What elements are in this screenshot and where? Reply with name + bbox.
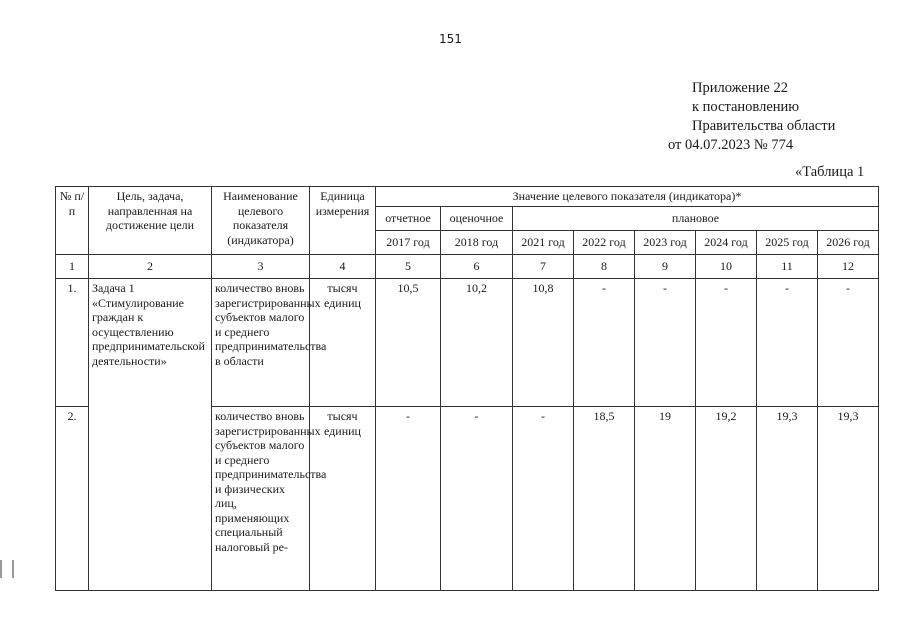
row-value: - bbox=[818, 279, 879, 407]
appendix-line-4: от 04.07.2023 № 774 bbox=[668, 137, 794, 153]
appendix-line-1: Приложение 22 bbox=[692, 80, 788, 96]
column-number: 7 bbox=[513, 255, 574, 279]
header-reported: отчетное bbox=[376, 207, 441, 231]
column-number: 5 bbox=[376, 255, 441, 279]
appendix-header bbox=[668, 79, 835, 155]
row-value: 10,5 bbox=[376, 279, 441, 407]
row-unit: тысяч единиц bbox=[310, 407, 376, 591]
column-number: 4 bbox=[310, 255, 376, 279]
row-value: - bbox=[441, 407, 513, 591]
header-year: 2017 год bbox=[376, 231, 441, 255]
row-value: - bbox=[635, 279, 696, 407]
row-value: - bbox=[513, 407, 574, 591]
row-value: 10,8 bbox=[513, 279, 574, 407]
indicator-table bbox=[55, 186, 879, 591]
header-year: 2024 год bbox=[696, 231, 757, 255]
scan-edge-mark bbox=[0, 560, 14, 578]
column-number: 3 bbox=[212, 255, 310, 279]
column-number: 12 bbox=[818, 255, 879, 279]
row-num: 2. bbox=[56, 407, 89, 591]
column-number: 2 bbox=[89, 255, 212, 279]
row-goal: Задача 1 «Стимулирование граждан к осуществлению предпринимательской деятельности» bbox=[89, 279, 212, 407]
row-value: 10,2 bbox=[441, 279, 513, 407]
header-planned: плановое bbox=[513, 207, 879, 231]
column-number: 1 bbox=[56, 255, 89, 279]
row-value: 19,2 bbox=[696, 407, 757, 591]
table-caption: «Таблица 1 bbox=[795, 164, 865, 180]
appendix-line-3: Правительства области bbox=[692, 118, 836, 134]
header-year: 2023 год bbox=[635, 231, 696, 255]
row-goal bbox=[89, 407, 212, 591]
header-goal: Цель, задача, направленная на достижение цели bbox=[89, 187, 212, 255]
row-value: 18,5 bbox=[574, 407, 635, 591]
header-estimated: оценочное bbox=[441, 207, 513, 231]
row-value: 19,3 bbox=[757, 407, 818, 591]
row-indicator: количество вновь зарегистрированных субъектов малого и среднего предпринимательства в области bbox=[212, 279, 310, 407]
column-number: 10 bbox=[696, 255, 757, 279]
header-value: Значение целевого показателя (индикатора)* bbox=[376, 187, 879, 207]
row-value: - bbox=[757, 279, 818, 407]
row-value: - bbox=[574, 279, 635, 407]
table-row bbox=[56, 279, 879, 407]
column-number: 11 bbox=[757, 255, 818, 279]
header-indicator: Наименование целевого показателя (индикатора) bbox=[212, 187, 310, 255]
header-year: 2026 год bbox=[818, 231, 879, 255]
header-unit: Единица измерения bbox=[310, 187, 376, 255]
header-year: 2022 год bbox=[574, 231, 635, 255]
row-indicator: количество вновь зарегистрированных субъектов малого и среднего предпринимательства и физических лиц, применяющих специальный налоговый ре- bbox=[212, 407, 310, 591]
row-value: 19 bbox=[635, 407, 696, 591]
appendix-line-2: к постановлению bbox=[692, 99, 800, 115]
row-value: - bbox=[376, 407, 441, 591]
column-number: 8 bbox=[574, 255, 635, 279]
row-unit: тысяч единиц bbox=[310, 279, 376, 407]
column-number: 9 bbox=[635, 255, 696, 279]
column-number-row bbox=[56, 255, 879, 279]
header-year: 2025 год bbox=[757, 231, 818, 255]
page-number: 151 bbox=[439, 32, 462, 46]
column-number: 6 bbox=[441, 255, 513, 279]
table-row bbox=[56, 407, 879, 591]
header-num: № п/п bbox=[56, 187, 89, 255]
row-num: 1. bbox=[56, 279, 89, 407]
header-year: 2021 год bbox=[513, 231, 574, 255]
row-value: 19,3 bbox=[818, 407, 879, 591]
row-value: - bbox=[696, 279, 757, 407]
header-year: 2018 год bbox=[441, 231, 513, 255]
